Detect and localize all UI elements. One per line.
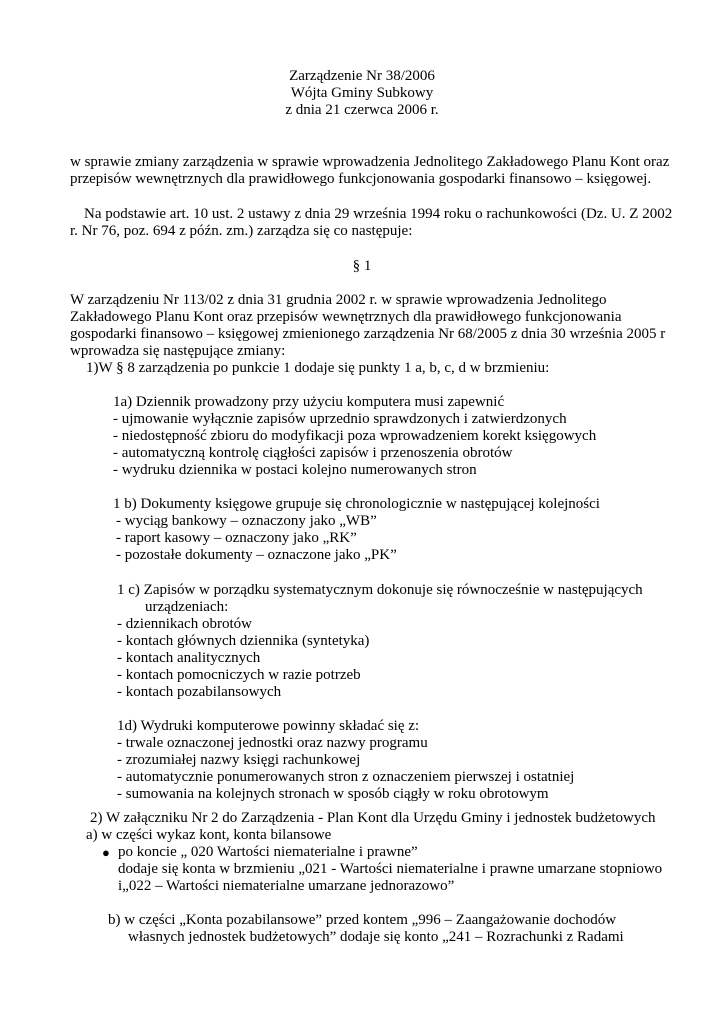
p1a-item: - niedostępność zbioru do modyfikacji poza wprowadzeniem korekt księgowych xyxy=(113,428,597,444)
bullet-item: po koncie „ 020 Wartości niematerialne i prawne” xyxy=(118,844,418,860)
p1c-heading-cont: urządzeniach: xyxy=(145,599,229,615)
intro-line-1: W zarządzeniu Nr 113/02 z dnia 31 grudnia 2002 r. w sprawie wprowadzenia Jednolitego xyxy=(70,292,607,308)
p1c-item: - kontach pomocniczych w razie potrzeb xyxy=(117,667,361,683)
p1d-item: - trwale oznaczonej jednostki oraz nazwy programu xyxy=(117,735,428,751)
basis-line-2: r. Nr 76, poz. 694 z późn. zm.) zarządza się co następuje: xyxy=(70,223,413,239)
p1b-item: - pozostałe dokumenty – oznaczone jako „PK” xyxy=(116,547,397,563)
point-2b-cont: własnych jednostek budżetowych” dodaje się konto „241 – Rozrachunki z Radami xyxy=(128,929,624,945)
intro-line-2: Zakładowego Planu Kont oraz przepisów wewnętrznych dla prawidłowego funkcjonowania xyxy=(70,309,622,325)
p1d-item: - sumowania na kolejnych stronach w sposób ciągły w roku obrotowym xyxy=(117,786,549,802)
p1a-item: - ujmowanie wyłącznie zapisów uprzednio sprawdzonych i zatwierdzonych xyxy=(113,411,567,427)
p1b-heading: 1 b) Dokumenty księgowe grupuje się chronologicznie w następującej kolejności xyxy=(113,496,600,512)
point-2: 2) W załączniku Nr 2 do Zarządzenia - Plan Kont dla Urzędu Gminy i jednostek budżetowych xyxy=(90,810,656,826)
subject-line-1: w sprawie zmiany zarządzenia w sprawie wprowadzenia Jednolitego Zakładowego Planu Kont oraz xyxy=(70,154,670,170)
subject-line-2: przepisów wewnętrznych dla prawidłowego funkcjonowania gospodarki finansowo – księgowej. xyxy=(70,171,652,187)
document-title: Zarządzenie Nr 38/2006 xyxy=(289,68,435,84)
p1d-heading: 1d) Wydruki komputerowe powinny składać się z: xyxy=(117,718,420,734)
basis-line-1: Na podstawie art. 10 ust. 2 ustawy z dnia 29 września 1994 roku o rachunkowości (Dz. U. Z 2002 xyxy=(84,206,673,222)
p1c-item: - dziennikach obrotów xyxy=(117,616,252,632)
p1d-item: - automatycznie ponumerowanych stron z oznaczeniem pierwszej i ostatniej xyxy=(117,769,575,785)
bullet-item-cont: i„022 – Wartości niematerialne umarzane jednorazowo” xyxy=(118,878,455,894)
bullet-icon: ● xyxy=(102,845,110,860)
document-date: z dnia 21 czerwca 2006 r. xyxy=(285,102,439,118)
p1c-item: - kontach pozabilansowych xyxy=(117,684,282,700)
p1a-heading: 1a) Dziennik prowadzony przy użyciu komputera musi zapewnić xyxy=(113,394,505,410)
point-2b: b) w części „Konta pozabilansowe” przed kontem „996 – Zaangażowanie dochodów xyxy=(108,912,617,928)
document-issuer: Wójta Gminy Subkowy xyxy=(290,85,434,101)
p1b-item: - raport kasowy – oznaczony jako „RK” xyxy=(116,530,357,546)
bullet-item-cont: dodaje się konta w brzmieniu „021 - Wartości niematerialne i prawne umarzane stopniowo xyxy=(118,861,663,877)
p1c-item: - kontach analitycznych xyxy=(117,650,261,666)
p1c-item: - kontach głównych dziennika (syntetyka) xyxy=(117,633,370,649)
p1c-heading: 1 c) Zapisów w porządku systematycznym dokonuje się równocześnie w następujących xyxy=(117,582,643,598)
intro-line-3: gospodarki finansowo – księgowej zmienionego zarządzenia Nr 68/2005 z dnia 30 września 2005 r xyxy=(70,326,666,342)
point-1: 1)W § 8 zarządzenia po punkcie 1 dodaje się punkty 1 a, b, c, d w brzmieniu: xyxy=(86,360,550,376)
p1d-item: - zrozumiałej nazwy księgi rachunkowej xyxy=(117,752,361,768)
intro-line-4: wprowadza się następujące zmiany: xyxy=(70,343,286,359)
section-title: § 1 xyxy=(352,258,372,274)
p1a-item: - automatyczną kontrolę ciągłości zapisów i przenoszenia obrotów xyxy=(113,445,513,461)
p1b-item: - wyciąg bankowy – oznaczony jako „WB” xyxy=(116,513,377,529)
p1a-item: - wydruku dziennika w postaci kolejno numerowanych stron xyxy=(113,462,477,478)
point-2a: a) w części wykaz kont, konta bilansowe xyxy=(86,827,332,843)
